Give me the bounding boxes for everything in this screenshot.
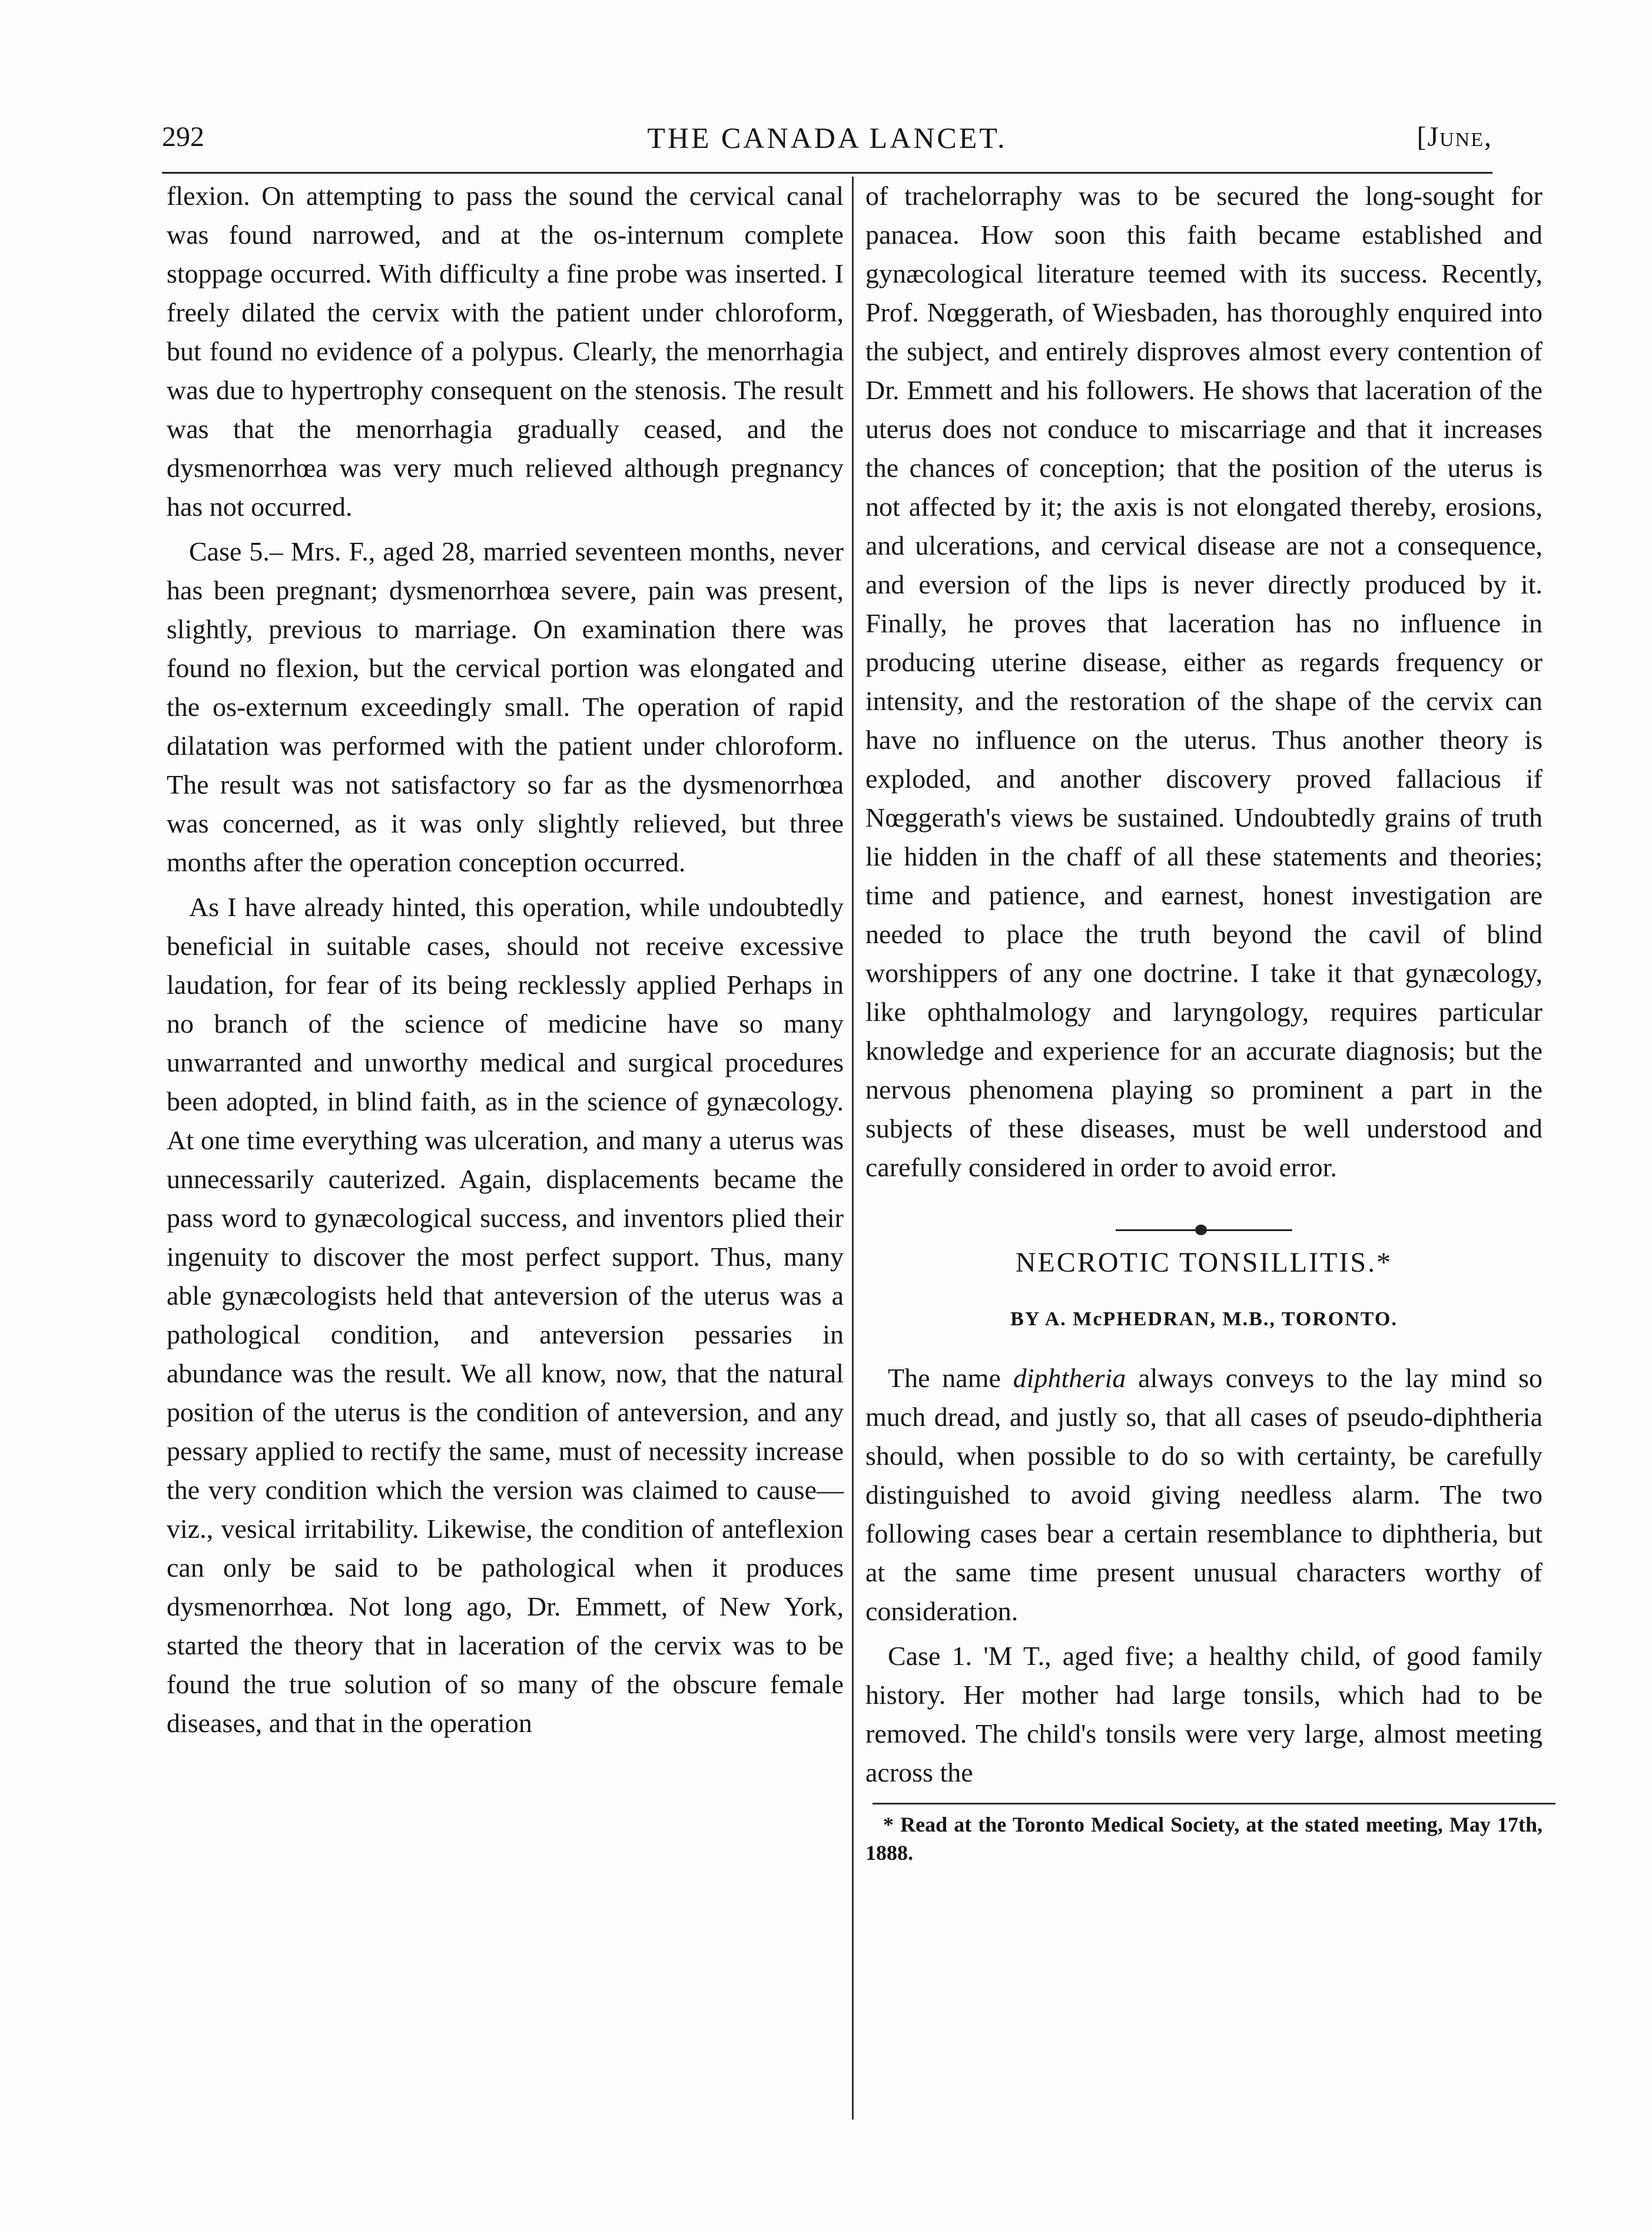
running-header [162,121,1492,162]
paragraph-case-1: Case 1. 'M T., aged five; a healthy child, of good family history. Her mother had large tonsils, which had to be removed. The child's tonsils were very large, almost meeting across the [865,1641,1542,1787]
header-rule [162,172,1492,174]
footnote-rule [873,1803,1555,1805]
diphtheria-term: diphtheria [1013,1363,1126,1393]
paragraph-intro: The name diphtheria always conveys to the lay mind so much dread, and justly so, that all cases of pseudo-diphtheria should, when possible to do so with certainty, be carefully distinguished to avoid giving needless alarm. The two following cases bear a certain resemblance to diphtheria, but at the same time present unusual characters worthy of consideration. [865,1363,1542,1626]
left-column [167,177,844,1749]
page-number: 292 [162,121,204,152]
right-column [865,177,1542,1867]
paragraph: flexion. On attempting to pass the sound the cervical canal was found narrowed, and at the os-internum complete stoppage occurred. With difficulty a fine probe was inserted. I freely dilated the cervix with the patient under chloroform, but found no evidence of a polypus. Clearly, the menorrhagia was due to hypertrophy consequent on the stenosis. The result was that the menorrhagia gradually ceased, and the dysmenorrhœa was very much relieved although pregnancy has not occurred. [167,181,844,522]
journal-title: THE CANADA LANCET. [647,121,1007,154]
section-ornament [865,1208,1542,1220]
column-divider [852,177,854,2119]
paragraph-case-5: Case 5.– Mrs. F., aged 28, married seventeen months, never has been pregnant; dysmenorrhœa severe, pain was present, slightly, previous to marriage. On examination there was found no flexion, but the cervical portion was elongated and the os-externum exceedingly small. The operation of rapid dilatation was performed with the patient under chloroform. The result was not satisfactory so far as the dysmenorrhœa was concerned, as it was only slightly relieved, but three months after the operation conception occurred. [167,536,844,877]
paragraph: of trachelorraphy was to be secured the long-sought for panacea. How soon this faith became established and gynæcological literature teemed with its success. Recently, Prof. Nœggerath, of Wiesbaden, has thoroughly enquired into the subject, and entirely disproves almost every contention of Dr. Emmett and his followers. He shows that laceration of the uterus does not conduce to miscarriage and that it increases the chances of conception; that the position of the uterus is not affected by it; the axis is not elongated thereby, erosions, and ulcerations, and cervical disease are not a consequence, and eversion of the lips is never directly produced by it. Finally, he proves that laceration has no influence in producing uterine disease, either as regards frequency or intensity, and the restoration of the shape of the cervix can have no influence on the uterus. Thus another theory is exploded, and another discovery proved fallacious if Nœggerath's views be sustained. Undoubtedly grains of truth lie hidden in the chaff of all these statements and theories; time and patience, and earnest, honest investigation are needed to place the truth beyond the cavil of blind worshippers of any one doctrine. I take it that gynæcology, like ophthalmology and laryngology, requires particular knowledge and experience for an accurate diagnosis; but the nervous phenomena playing so prominent a part in the subjects of these diseases, must be well understood and carefully considered in order to avoid error. [865,181,1542,1182]
issue-month: [June, [1417,121,1492,152]
article-title: NECROTIC TONSILLITIS.* [1015,1247,1393,1278]
paragraph: As I have already hinted, this operation, while undoubtedly beneficial in suitable cases, should not receive excessive laudation, for fear of its being recklessly applied Perhaps in no branch of the science of medicine have so many unwarranted and unworthy medical and surgical procedures been adopted, in blind faith, as in the science of gynæcology. At one time everything was ulceration, and many a uterus was unnecessarily cauterized. Again, displacements became the pass word to gynæcological success, and inventors plied their ingenuity to discover the most perfect support. Thus, many able gynæcologists held that anteversion of the uterus was a pathological condition, and anteversion pessaries in abundance was the result. We all know, now, that the natural position of the uterus is the condition of anteversion, and any pessary applied to rectify the same, must of necessity increase the very condition which the version was claimed to cause—viz., vesical irritability. Likewise, the condition of anteflexion can only be said to be pathological when it produces dysmenorrhœa. Not long ago, Dr. Emmett, of New York, started the theory that in laceration of the cervix was to be found the true solution of so many of the obscure female diseases, and that in the operation [167,892,844,1738]
article-byline: BY A. McPHEDRAN, M.B., TORONTO. [1010,1308,1398,1330]
footnote: * Read at the Toronto Medical Society, at the stated meeting, May 17th, 1888. [865,1813,1542,1865]
